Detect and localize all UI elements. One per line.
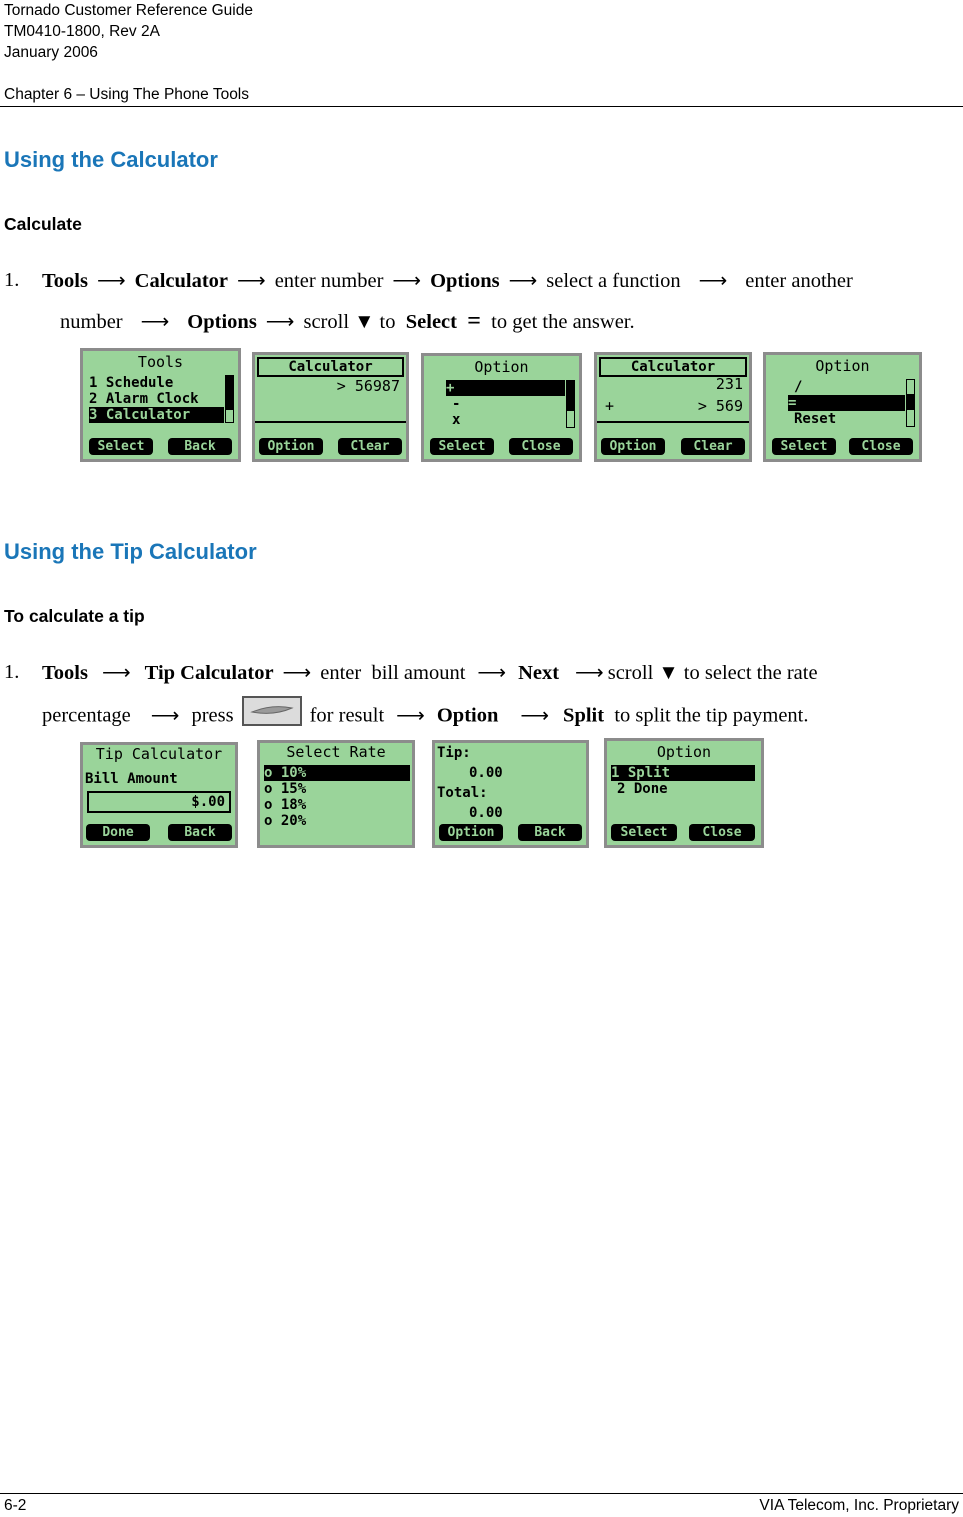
section-title-tip-calculator: Using the Tip Calculator: [4, 539, 257, 564]
arrow-icon: ⟶: [575, 662, 604, 684]
arrow-icon: ⟶: [698, 270, 728, 292]
clear-softkey[interactable]: Clear: [338, 438, 402, 455]
step-enter-bill: enter bill amount: [320, 662, 466, 684]
close-softkey[interactable]: Close: [689, 824, 755, 841]
screen-title: Calculator: [599, 357, 747, 377]
close-softkey[interactable]: Close: [509, 438, 573, 455]
step-select-function: select a function: [546, 270, 681, 292]
select-softkey[interactable]: Select: [611, 824, 677, 841]
option-divide[interactable]: /: [794, 379, 803, 395]
subtitle-calculate: Calculate: [4, 214, 82, 234]
clear-softkey[interactable]: Clear: [681, 438, 745, 455]
step-scroll: scroll ▼ to: [303, 311, 396, 333]
arrow-icon: ⟶: [392, 270, 422, 292]
rate-option-20[interactable]: o 20%: [264, 813, 307, 829]
scrollbar[interactable]: [906, 379, 915, 427]
screen-title: Tip Calculator: [95, 745, 223, 763]
calculator-operator: +: [605, 397, 615, 415]
doc-title: Tornado Customer Reference Guide: [4, 2, 253, 19]
step-options-2: Options: [187, 311, 257, 333]
page-number: 6-2: [4, 1497, 27, 1514]
option-softkey[interactable]: Option: [601, 438, 665, 455]
calculator-value-1: 231: [715, 375, 743, 393]
step-get-answer: to get the answer.: [491, 311, 635, 333]
step-option: Option: [436, 704, 499, 727]
doc-number: TM0410-1800, Rev 2A: [4, 23, 160, 40]
step-press: press: [191, 704, 234, 727]
step-tip-calculator: Tip Calculator: [144, 662, 274, 684]
back-softkey[interactable]: Back: [518, 824, 582, 841]
header-rule: [0, 106, 963, 107]
arrow-icon: ⟶: [101, 662, 131, 684]
step-next: Next: [518, 662, 560, 684]
step-tools: Tools: [42, 662, 88, 684]
screen-title: Calculator: [257, 357, 404, 377]
step-enter-number: enter number: [274, 270, 384, 292]
total-value: 0.00: [469, 805, 503, 821]
rate-option-10[interactable]: o 10%: [264, 765, 410, 781]
bill-amount-field[interactable]: $.00: [87, 791, 231, 813]
equals-icon: =: [467, 308, 481, 334]
step-number-word: number: [60, 311, 123, 333]
arrow-icon: ⟶: [520, 704, 550, 727]
select-softkey[interactable]: Select: [430, 438, 494, 455]
option-softkey[interactable]: Option: [259, 438, 323, 455]
option-minus[interactable]: -: [452, 396, 461, 412]
screen-tip-calculator: [80, 742, 238, 848]
select-softkey[interactable]: Select: [772, 438, 836, 455]
screen-equals-option: [763, 352, 922, 462]
calculator-value-2: > 569: [697, 397, 743, 415]
screen-select-rate: [257, 740, 415, 848]
arrow-icon: ⟶: [477, 662, 507, 684]
screen-tip-result: [432, 740, 589, 848]
screen-operator-option: [421, 353, 582, 462]
softkey-button-icon: [242, 696, 302, 726]
footer-company: VIA Telecom, Inc. Proprietary: [759, 1497, 959, 1514]
arrow-icon: ⟶: [265, 311, 295, 333]
footer-rule: [0, 1493, 963, 1494]
rate-option-15[interactable]: o 15%: [264, 781, 307, 797]
step-tools: Tools: [42, 270, 88, 292]
screen-title: Tools: [137, 353, 184, 371]
arrow-icon: ⟶: [508, 270, 538, 292]
menu-item-schedule[interactable]: 1 Schedule: [89, 375, 174, 391]
screen-title: Option: [656, 743, 712, 761]
option-softkey[interactable]: Option: [439, 824, 503, 841]
step-enter-another: enter another: [745, 270, 853, 292]
step-number: 1.: [4, 661, 20, 683]
step-scroll: scroll ▼ to select the rate: [607, 662, 818, 684]
step-select: Select: [405, 311, 457, 333]
arrow-icon: ⟶: [282, 662, 312, 684]
chapter-title: Chapter 6 – Using The Phone Tools: [4, 86, 250, 103]
screen-title: Option: [474, 358, 529, 376]
step-options: Options: [430, 270, 500, 292]
done-softkey[interactable]: Done: [86, 824, 150, 841]
arrow-icon: ⟶: [237, 270, 266, 292]
section-title-calculator: Using the Calculator: [4, 147, 218, 172]
step-for-result: for result: [309, 704, 385, 727]
back-softkey[interactable]: Back: [168, 824, 232, 841]
step-number: 1.: [4, 269, 20, 291]
back-softkey[interactable]: Back: [168, 438, 232, 455]
step-line-1: [42, 269, 853, 293]
tip-value: 0.00: [469, 765, 503, 781]
step-split-text: to split the tip payment.: [614, 704, 809, 727]
menu-item-calculator[interactable]: 3 Calculator: [89, 407, 224, 423]
menu-item-alarm-clock[interactable]: 2 Alarm Clock: [89, 391, 199, 407]
option-split[interactable]: 1 Split: [611, 765, 755, 781]
step-line-1: [42, 661, 818, 685]
step-line-2: [60, 309, 635, 334]
option-plus[interactable]: +: [446, 380, 565, 396]
option-equals[interactable]: =: [788, 395, 905, 411]
tip-label: Tip:: [437, 745, 471, 761]
step-line-2: [42, 702, 809, 732]
step-calculator: Calculator: [134, 270, 229, 292]
close-softkey[interactable]: Close: [849, 438, 913, 455]
arrow-icon: ⟶: [150, 704, 180, 727]
screen-tools-menu: [80, 348, 241, 462]
scrollbar[interactable]: [566, 380, 575, 428]
calculator-value: > 56987: [336, 377, 400, 395]
select-softkey[interactable]: Select: [89, 438, 153, 455]
screen-split-option: [604, 738, 764, 848]
screen-title: Select Rate: [286, 743, 386, 761]
screen-calculator-input: [252, 352, 409, 462]
step-percentage: percentage: [42, 704, 131, 727]
subtitle-calculate-tip: To calculate a tip: [4, 606, 145, 626]
screen-calculator-second: [594, 352, 752, 462]
arrow-icon: ⟶: [396, 704, 425, 727]
option-reset[interactable]: Reset: [794, 411, 837, 427]
screen-title: Option: [815, 357, 870, 375]
total-label: Total:: [437, 785, 488, 801]
scrollbar[interactable]: [225, 375, 234, 423]
page-header: [4, 0, 253, 105]
option-multiply[interactable]: x: [452, 412, 461, 428]
arrow-icon: ⟶: [140, 311, 170, 333]
step-split: Split: [563, 704, 605, 727]
arrow-icon: ⟶: [96, 270, 126, 292]
doc-date: January 2006: [4, 44, 98, 61]
bill-amount-label: Bill Amount: [85, 771, 178, 787]
option-done[interactable]: 2 Done: [617, 781, 668, 797]
rate-option-18[interactable]: o 18%: [264, 797, 307, 813]
